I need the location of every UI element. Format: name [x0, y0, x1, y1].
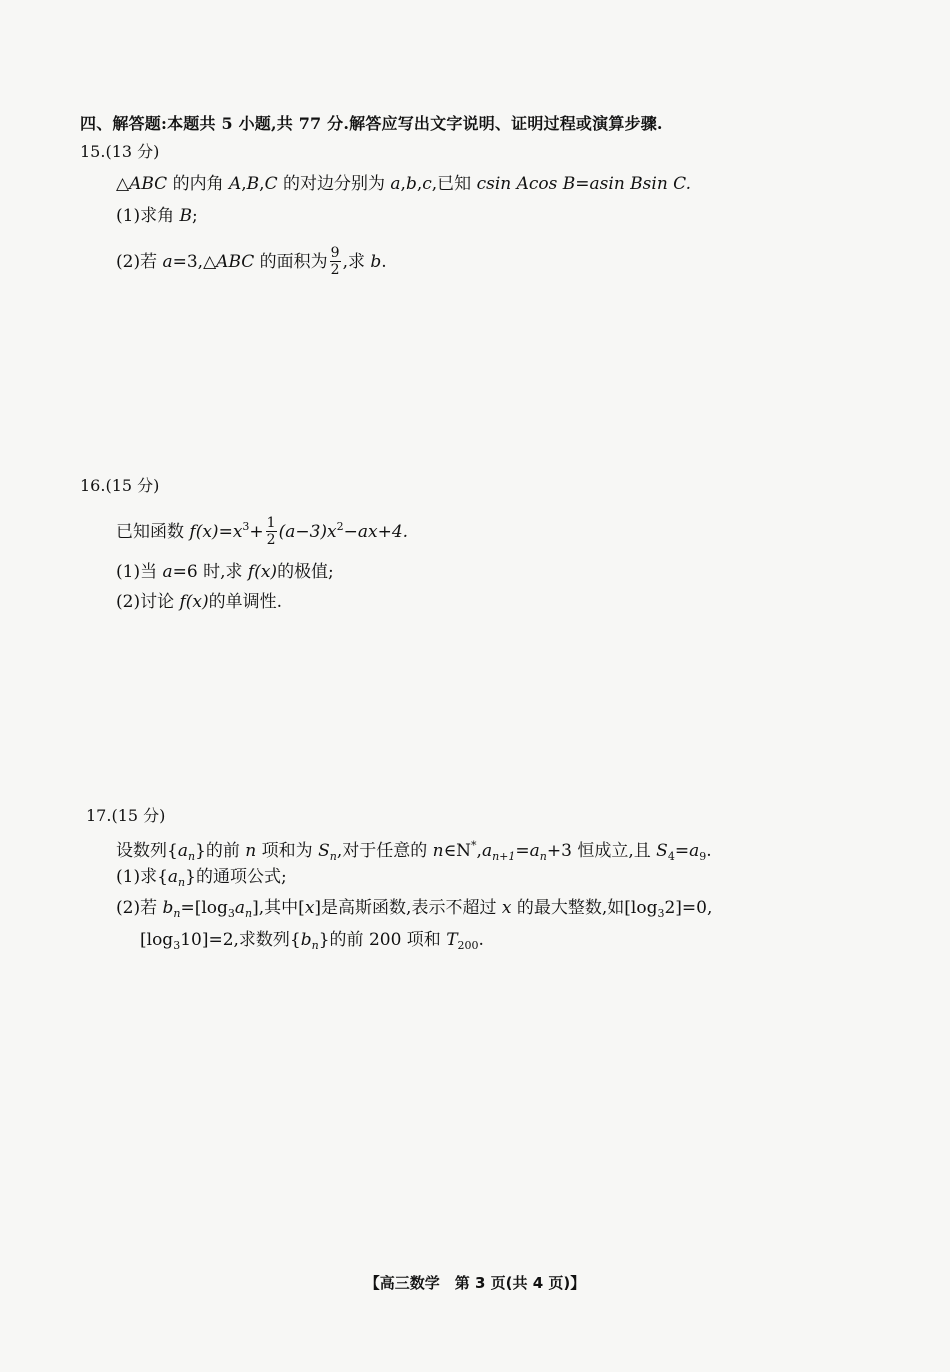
comma: , [476, 841, 482, 861]
subscript: n [178, 876, 186, 889]
sequence-a: a [234, 898, 246, 918]
exponent: 3 [242, 520, 250, 533]
comma: , [400, 174, 406, 194]
log-base: 3 [227, 907, 235, 920]
sequence-a: a [177, 841, 188, 861]
angle-a: A [228, 174, 242, 194]
function-f: f [247, 562, 255, 582]
angle-c: C [264, 174, 278, 194]
part-label: (1)求{ [116, 867, 168, 887]
sequence-a: a [167, 867, 179, 887]
stem-text: }的前 [195, 841, 246, 861]
part-text: ,求 [342, 252, 371, 272]
stem-text: ,已知 [431, 174, 477, 194]
comma: , [259, 174, 265, 194]
question-16-part-1 [116, 560, 334, 584]
part-label: (1)当 [116, 562, 163, 582]
side-a: a [390, 174, 401, 194]
sequence-a: a [689, 841, 700, 861]
period: . [478, 930, 484, 950]
subscript: 9 [699, 850, 707, 863]
given-equation: csin Acos B=asin Bsin C. [476, 174, 691, 194]
part-text: }的通项公式; [185, 867, 287, 887]
part-label: (1)求角 [116, 206, 180, 226]
question-17-stem [116, 834, 712, 869]
stem-text: ∈N [443, 841, 472, 861]
part-text: 的极值; [277, 562, 334, 582]
part-end: ; [191, 206, 198, 226]
equation: =3, [172, 252, 204, 272]
function-arg: (x) [185, 592, 209, 612]
side-c: c [422, 174, 432, 194]
part-text: =[log [180, 898, 228, 918]
fraction-denominator: 2 [330, 262, 340, 278]
question-15-number: 15.(13 分) [80, 142, 160, 161]
subscript: n [187, 850, 196, 863]
part-text: 的面积为 [254, 252, 328, 272]
page-footer: 【高三数学 第 3 页(共 4 页)】 [364, 1274, 586, 1292]
subscript: n [173, 907, 181, 920]
sequence-a: a [481, 841, 493, 861]
sum-s: S [318, 841, 330, 861]
sum-s: S [656, 841, 668, 861]
section-title: 四、解答题:本题共 5 小题,共 77 分.解答应写出文字说明、证明过程或演算步骤. [80, 114, 663, 133]
angle-b: B [246, 174, 260, 194]
function-arg: (x) [254, 562, 278, 582]
question-16-number: 16.(15 分) [80, 476, 160, 495]
variable-x: x [327, 522, 337, 542]
triangle-symbol: △ [203, 252, 217, 272]
function-f: f [179, 592, 186, 612]
part-text: ],其中[ [252, 898, 305, 918]
part-text: =6 时,求 [172, 562, 248, 582]
part-text: 的最大整数,如[log [511, 898, 658, 918]
function-f: f [189, 522, 196, 542]
stem-text: 项和为 [256, 841, 319, 861]
side-b: b [405, 174, 417, 194]
comma: , [416, 174, 423, 194]
question-16-part-2 [116, 590, 282, 614]
plus: + [249, 522, 264, 542]
stem-text: 设数列{ [116, 841, 178, 861]
part-text: ]是高斯函数,表示不超过 [314, 898, 502, 918]
sequence-b: b [162, 898, 174, 918]
subscript: n [245, 907, 253, 920]
variable-x: x [304, 898, 315, 918]
comma: , [241, 174, 247, 194]
variable-n: n [245, 841, 257, 861]
question-15-stem [116, 172, 691, 196]
subscript: n+1 [492, 850, 516, 863]
triangle-name: ABC [129, 174, 168, 194]
period: . [381, 252, 387, 272]
param-a: a [162, 562, 173, 582]
equals: = [515, 841, 530, 861]
sequence-b: b [300, 930, 312, 950]
part-text: 的单调性. [208, 592, 283, 612]
variable-x: x [501, 898, 512, 918]
fraction-numerator: 1 [266, 515, 276, 531]
question-15-part-1 [116, 204, 198, 228]
log-base: 3 [173, 939, 181, 952]
side-b: b [370, 252, 382, 272]
log-base: 3 [657, 907, 665, 920]
triangle-name: ABC [216, 252, 255, 272]
period: . [706, 841, 712, 861]
question-17-part-1 [116, 865, 287, 895]
function-arg: (x) [195, 522, 219, 542]
stem-text: ,对于任意的 [336, 841, 433, 861]
subscript: 200 [457, 939, 479, 952]
subscript: 4 [667, 850, 675, 863]
question-15-part-2 [116, 246, 387, 279]
question-17-part-2 [116, 896, 712, 926]
part-text: }的前 200 项和 [318, 930, 447, 950]
expression-rest: −ax+4. [343, 522, 409, 542]
triangle-symbol: △ [116, 174, 130, 194]
factor: (a−3) [278, 522, 328, 542]
exponent: 2 [336, 520, 344, 533]
side-a: a [162, 252, 173, 272]
question-17-part-2-continued [140, 928, 484, 958]
superscript: * [471, 839, 477, 852]
part-label: (2)讨论 [116, 592, 180, 612]
stem-text: 的对边分别为 [277, 174, 391, 194]
part-label: (2)若 [116, 252, 163, 272]
question-16-stem [116, 515, 408, 549]
subscript: n [539, 850, 547, 863]
equals: = [674, 841, 690, 861]
stem-text: 的内角 [167, 174, 229, 194]
variable-n: n [432, 841, 444, 861]
fraction-nine-halves [330, 245, 341, 278]
stem-text: 已知函数 [116, 522, 190, 542]
part-text: 10]=2,求数列{ [180, 930, 301, 950]
variable-x: x [232, 522, 243, 542]
angle-b: B [179, 206, 192, 226]
question-17-number: 17.(15 分) [86, 806, 166, 825]
fraction-numerator: 9 [330, 245, 340, 261]
fraction-denominator: 2 [266, 532, 276, 548]
part-label: (2)若 [116, 898, 163, 918]
part-text: [log [140, 930, 174, 950]
sum-t: T [446, 930, 458, 950]
equals: = [218, 522, 233, 542]
fraction-one-half [266, 515, 277, 548]
stem-text: +3 恒成立,且 [546, 841, 657, 861]
subscript: n [329, 850, 337, 863]
subscript: n [311, 939, 319, 952]
sequence-a: a [529, 841, 540, 861]
part-text: 2]=0, [664, 898, 713, 918]
